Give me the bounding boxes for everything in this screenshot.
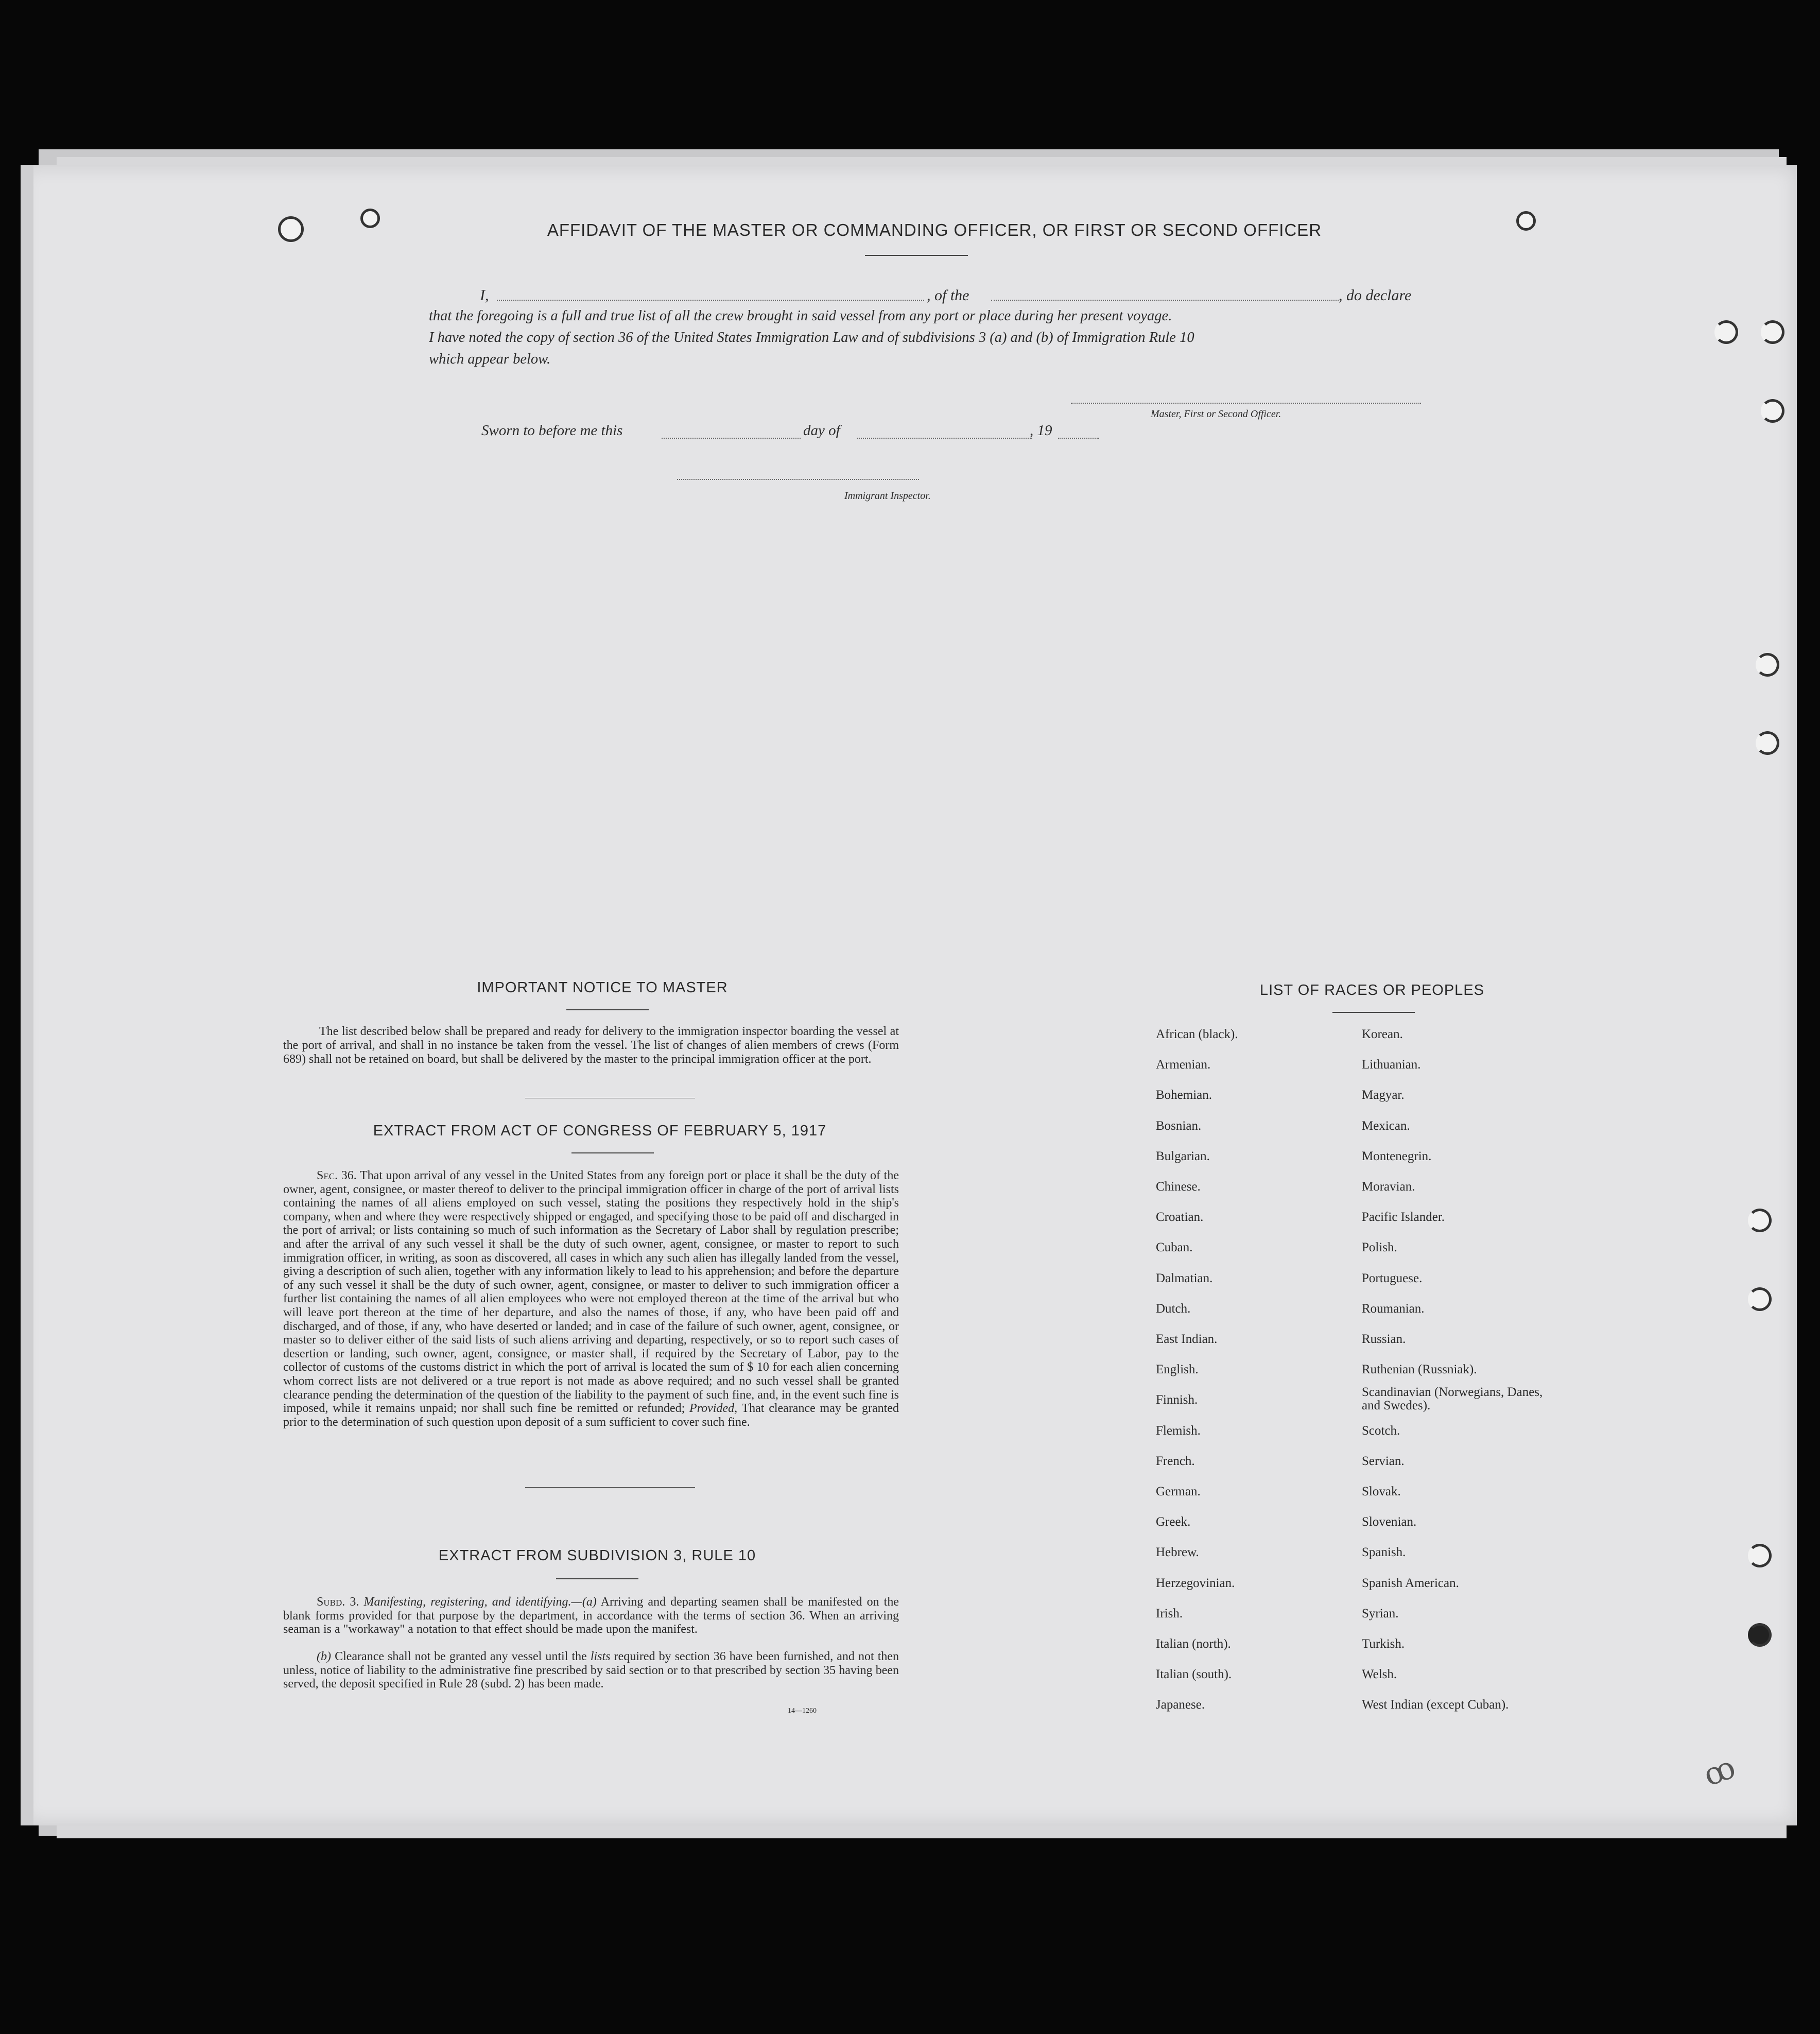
race-item: Roumanian. <box>1362 1301 1425 1316</box>
race-item: Mexican. <box>1362 1118 1410 1133</box>
race-item: Hebrew. <box>1156 1545 1199 1560</box>
race-item: Portuguese. <box>1362 1271 1423 1285</box>
rule-text-a <box>283 1595 899 1636</box>
divider <box>566 1009 649 1010</box>
race-item: Greek. <box>1156 1515 1191 1529</box>
race-item: Syrian. <box>1362 1606 1399 1621</box>
sworn-label: Sworn to before me this <box>481 422 623 439</box>
race-item: Scotch. <box>1362 1423 1400 1438</box>
race-item: Magyar. <box>1362 1088 1405 1102</box>
race-item: West Indian (except Cuban). <box>1362 1698 1509 1712</box>
race-item: Lithuanian. <box>1362 1058 1421 1072</box>
inspector-label: Immigrant Inspector. <box>844 490 931 502</box>
rule-b-label: (b) <box>317 1650 331 1663</box>
year-label: , 19 <box>1030 422 1052 439</box>
race-item: Dutch. <box>1156 1301 1191 1316</box>
binder-hole-icon <box>1714 320 1738 344</box>
binder-hole-icon <box>1761 399 1784 423</box>
race-item: Herzegovinian. <box>1156 1576 1235 1590</box>
rule-subd-label: Subd. 3. <box>317 1595 359 1609</box>
sworn-month-field[interactable] <box>857 438 1032 439</box>
act-provided-text: That clearance may be granted prior to the determination of such question upon deposit of a sum sufficient to cover such fine. <box>283 1402 899 1429</box>
race-item: Russian. <box>1362 1332 1406 1346</box>
race-item: Cuban. <box>1156 1240 1193 1255</box>
act-title: EXTRACT FROM ACT OF CONGRESS OF FEBRUARY 5, 1917 <box>373 1123 827 1139</box>
binder-hole-icon <box>1761 320 1784 344</box>
binder-hole-icon <box>278 216 304 242</box>
notice-title: IMPORTANT NOTICE TO MASTER <box>477 979 728 996</box>
pencil-mark: ꝏ <box>1699 1750 1740 1793</box>
rule-text-b <box>283 1650 899 1691</box>
binder-hole-icon <box>1516 211 1536 231</box>
race-item: Dalmatian. <box>1156 1271 1213 1285</box>
affidavit-title: AFFIDAVIT OF THE MASTER OR COMMANDING OFFICER, OR FIRST OR SECOND OFFICER <box>547 220 1322 239</box>
act-section-label: Sec. 36. <box>317 1169 357 1182</box>
form-number: 14—1260 <box>788 1707 817 1715</box>
race-item: Armenian. <box>1156 1058 1211 1072</box>
binder-hole-icon <box>360 209 380 228</box>
race-item: Chinese. <box>1156 1180 1201 1194</box>
race-item: East Indian. <box>1156 1332 1218 1346</box>
binder-hole-icon <box>1756 731 1779 755</box>
act-provided-label: Provided, <box>689 1402 738 1416</box>
race-item: Croatian. <box>1156 1210 1204 1225</box>
race-item: Welsh. <box>1362 1667 1397 1682</box>
binder-hole-icon <box>1748 1287 1772 1311</box>
race-item: Montenegrin. <box>1362 1149 1432 1163</box>
divider <box>865 255 968 256</box>
binder-hole-icon <box>1748 1623 1772 1647</box>
inspector-signature-line[interactable] <box>677 479 919 480</box>
race-item: Bulgarian. <box>1156 1149 1210 1163</box>
race-item: African (black). <box>1156 1027 1238 1041</box>
affidavit-line-2: that the foregoing is a full and true list of all the crew brought in said vessel from any port or place during her present voyage. <box>429 308 1172 324</box>
rule-b-text-1: Clearance shall not be granted any vessel until the <box>335 1650 587 1663</box>
rule-b-text-2: required by section 36 have been furnished, and not then unless, notice of liability to the administrative fine prescribed by said section or to that prescribed by section 35 having been served, the deposit specified in Rule 28 (subd. 2) has been made. <box>283 1650 899 1691</box>
vessel-field[interactable] <box>991 300 1339 301</box>
race-item: Scandinavian (Norwegians, Danes, and Swedes). <box>1362 1385 1543 1413</box>
sworn-day-field[interactable] <box>662 438 801 439</box>
race-item: Pacific Islander. <box>1362 1210 1445 1225</box>
rule-title: EXTRACT FROM SUBDIVISION 3, RULE 10 <box>438 1547 756 1564</box>
sworn-year-field[interactable] <box>1058 438 1099 439</box>
rule-subd-title: Manifesting, registering, and identifying. <box>363 1595 571 1609</box>
race-item: Moravian. <box>1362 1180 1415 1194</box>
race-item: Turkish. <box>1362 1637 1405 1651</box>
notice-text: The list described below shall be prepared and ready for delivery to the immigration inspector boarding the vessel at the port of arrival, and shall in no instance be taken from the vessel. The list of changes of alien members of crews (Form 689) shall not be retained on board, but shall be delivered by the master to the principal immigration officer at the port. <box>283 1025 899 1066</box>
race-item: Finnish. <box>1156 1393 1198 1407</box>
race-item: Spanish. <box>1362 1545 1406 1560</box>
race-item: Slovak. <box>1362 1485 1401 1498</box>
affidavit-i-label: I, <box>480 287 489 304</box>
race-item: Slovenian. <box>1362 1515 1417 1529</box>
master-signature-label: Master, First or Second Officer. <box>1151 408 1281 420</box>
binder-hole-icon <box>1748 1544 1772 1567</box>
rule-b-lists: lists <box>590 1650 611 1663</box>
race-item: French. <box>1156 1454 1195 1468</box>
divider <box>525 1487 695 1488</box>
race-item: Bohemian. <box>1156 1088 1212 1102</box>
day-of-label: day of <box>803 422 840 439</box>
race-item: Spanish American. <box>1362 1576 1459 1590</box>
binder-hole-icon <box>1756 653 1779 677</box>
act-text <box>283 1169 899 1429</box>
race-item: Korean. <box>1362 1027 1403 1041</box>
race-item: Irish. <box>1156 1606 1183 1621</box>
race-item: Servian. <box>1362 1454 1405 1468</box>
binder-hole-icon <box>1748 1209 1772 1232</box>
affidavit-line-4: which appear below. <box>429 351 551 367</box>
rule-a-text: Arriving and departing seamen shall be manifested on the blank forms provided for that purpose by the department, in accordance with the terms of section 36. When an arriving seaman is a "workaway" a notation to that effect should be made upon the manifest. <box>283 1595 899 1636</box>
rule-a-label: —(a) <box>571 1595 597 1609</box>
race-item: English. <box>1156 1363 1199 1377</box>
name-field[interactable] <box>497 300 924 301</box>
race-item: Italian (south). <box>1156 1667 1232 1682</box>
races-title: LIST OF RACES OR PEOPLES <box>1259 982 1485 998</box>
race-item: Ruthenian (Russniak). <box>1362 1363 1477 1377</box>
affidavit-line-3: I have noted the copy of section 36 of the United States Immigration Law and of subdivisions 3 (a) and (b) of Immigration Rule 10 <box>429 330 1194 346</box>
document-page <box>21 165 1797 1825</box>
affidavit-do-declare: , do declare <box>1339 287 1412 304</box>
race-item: Flemish. <box>1156 1423 1201 1438</box>
divider <box>1332 1012 1415 1013</box>
divider <box>556 1578 638 1579</box>
race-item: Polish. <box>1362 1240 1397 1255</box>
race-item: Japanese. <box>1156 1698 1205 1712</box>
race-item: German. <box>1156 1485 1201 1498</box>
race-item: Bosnian. <box>1156 1118 1202 1133</box>
master-signature-line[interactable] <box>1071 403 1421 404</box>
race-item: Italian (north). <box>1156 1637 1231 1651</box>
divider <box>571 1152 654 1153</box>
affidavit-of-the-label: , of the <box>927 287 969 304</box>
act-section-text: That upon arrival of any vessel in the United States from any foreign port or place it shall be the duty of the owner, agent, consignee, or master thereof to deliver to the principal immigration officer in charge of the port of arrival lists containing the names of all aliens employed on such vessel, stating the positions they respectively hold in the ship's company, when and where they were respectively shipped or engaged, and specifying those to be paid off and discharged in the port of arrival; or lists containing so much of such information as the Secretary of Labor shall by regulation prescribe; and after the arrival of any such vessel it shall be the duty of such owner, agent, consignee, or master to report to such immigration officer, in writing, as soon as discovered, all cases in which any such alien has illegally landed from the vessel, giving a description of such alien, together with any information likely to lead to his apprehension; and before the departure of any such vessel it shall be the duty of such owner, agent, consignee, or master to deliver to such immigration officer a further list containing the names of all alien employees who were not employed thereon at the time of the arrival but who will leave port thereon at the time of her departure, and also the names of those, if any, who have been paid off and discharged, and of those, if any, who have deserted or landed; and in case of the failure of such owner, agent, consignee, or master so to deliver either of the said lists of such aliens arriving and departing, respectively, or so to report such cases of desertion or landing, such owner, agent, consignee, or master shall, if required by the Secretary of Labor, pay to the collector of customs of the customs district in which the port of arrival is located the sum of $ 10 for each alien concerning whom correct lists are not delivered or a true report is not made as above required; and no such vessel shall be granted clearance pending the determination of the question of the liability to the payment of such fine, and, in the event such fine is imposed, while it remains unpaid; nor shall such fine be remitted or refunded; <box>283 1169 899 1416</box>
